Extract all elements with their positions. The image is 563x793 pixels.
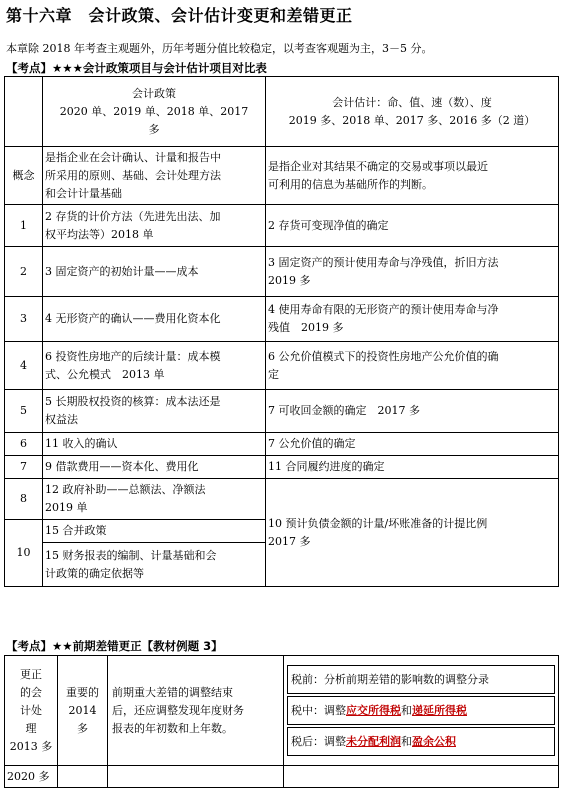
estimate-cell [266, 297, 559, 342]
description-line: 前期重大差错的调整结束 [112, 685, 233, 699]
policy-line: 和会计计量基础 [45, 186, 122, 200]
row-number-cell: 4 [5, 342, 43, 390]
conjunction: 和 [401, 703, 412, 717]
income-tax-payable-term: 应交所得税 [346, 703, 401, 717]
section-heading-error-correction: 【考点】★★前期差错更正【教材例题 3】 [6, 639, 223, 653]
header-policy-years: 2020 单、2019 单、2018 单、2017 [59, 104, 249, 118]
after-tax-prefix: 税后：调整 [291, 734, 346, 748]
error-correction-table [4, 655, 559, 788]
bottom-year-cell: 2020 多 [5, 766, 58, 788]
policy-cell [43, 456, 266, 479]
row-number-cell: 1 [5, 205, 43, 247]
table-header-row [5, 77, 559, 147]
policy-cell [43, 520, 266, 543]
before-tax-text: 税前：分析前期差错的影响数的调整分录 [291, 672, 489, 686]
row-number-cell: 6 [5, 433, 43, 456]
estimate-cell [266, 147, 559, 205]
policy-cell [43, 479, 266, 520]
comparison-table [4, 76, 559, 587]
row-number-cell: 8 [5, 479, 43, 520]
policy-line: 权平均法等）2018 单 [45, 227, 154, 241]
estimate-line: 2 存货可变现净值的确定 [268, 218, 389, 232]
estimate-cell [266, 390, 559, 433]
policy-cell [43, 390, 266, 433]
row-number-cell: 2 [5, 247, 43, 297]
deferred-income-tax-term: 递延所得税 [412, 703, 467, 717]
row-number-cell: 10 [5, 520, 43, 587]
undistributed-profit-term: 未分配利润 [346, 734, 401, 748]
policy-cell [43, 543, 266, 587]
header-estimate-label: 会计估计：命、值、速（数）、度 [332, 95, 492, 109]
estimate-line: 定 [268, 367, 279, 381]
left-line: 理 [25, 721, 37, 735]
policy-line: 11 收入的确认 [45, 437, 118, 450]
policy-line: 4 无形资产的确认——费用化资本化 [45, 312, 221, 325]
header-policy [43, 77, 266, 147]
estimate-line: 11 合同履约进度的确定 [268, 460, 385, 473]
estimate-line: 7 可收回金额的确定 2017 多 [268, 404, 420, 417]
table-row [5, 390, 559, 433]
left-line: 更正 [20, 667, 42, 681]
importance-line: 重要的 [66, 685, 99, 699]
description-line: 后，还应调整发现年度财务 [112, 703, 244, 717]
estimate-line: 3 固定资产的预计使用寿命与净残值，折旧方法 [268, 255, 499, 269]
estimate-line: 2019 多 [268, 273, 311, 287]
estimate-cell [266, 205, 559, 247]
policy-line: 是指企业在会计确认、计量和报告中 [45, 150, 221, 164]
chapter-title: 第十六章 会计政策、会计估计变更和差错更正 [6, 6, 353, 25]
header-estimate-years: 2019 多、2018 单、2017 多、2016 多（2 道） [288, 113, 536, 127]
bottom-row [5, 766, 559, 788]
policy-cell [43, 342, 266, 390]
estimate-cell [266, 456, 559, 479]
table-row [5, 297, 559, 342]
policy-cell [43, 297, 266, 342]
policy-line: 计政策的确定依据等 [45, 566, 144, 580]
policy-line: 所采用的原则、基础、会计处理方法 [45, 168, 221, 182]
row-number-cell: 3 [5, 297, 43, 342]
policy-line: 2 存货的计价方法（先进先出法、加 [45, 209, 221, 223]
policy-line: 6 投资性房地产的后续计量：成本模 [45, 349, 221, 363]
importance-line: 2014 [68, 703, 97, 717]
table-row [5, 342, 559, 390]
section-heading-comparison: 【考点】★★★会计政策项目与会计估计项目对比表 [6, 61, 267, 75]
policy-line: 5 长期股权投资的核算：成本法还是 [45, 395, 221, 408]
table-row [5, 433, 559, 456]
in-tax-box [287, 696, 555, 725]
estimate-cell [266, 342, 559, 390]
table-row [5, 479, 559, 520]
policy-cell [43, 247, 266, 297]
policy-line: 式、公允模式 2013 单 [45, 367, 165, 381]
header-estimate [266, 77, 559, 147]
estimate-line: 残值 2019 多 [268, 321, 344, 334]
policy-line: 权益法 [45, 413, 78, 426]
importance-line: 多 [77, 721, 88, 735]
conjunction: 和 [401, 734, 412, 748]
policy-cell [43, 147, 266, 205]
left-line: 计处 [20, 703, 42, 717]
header-policy-years-cont: 多 [148, 122, 160, 136]
header-blank-cell [5, 77, 43, 147]
surplus-reserve-term: 盈余公积 [412, 734, 456, 748]
importance-cell [58, 656, 108, 766]
policy-cell [43, 205, 266, 247]
estimate-cell [266, 479, 559, 587]
policy-cell [43, 433, 266, 456]
estimate-cell [266, 433, 559, 456]
policy-line: 2019 单 [45, 501, 88, 514]
chapter-intro: 本章除 2018 年考查主观题外，历年考题分值比较稳定，以考查客观题为主，3－5 分。 [6, 42, 433, 55]
tax-steps-cell [284, 656, 559, 766]
estimate-line: 可利用的信息为基础所作的判断。 [268, 177, 433, 191]
description-line: 报表的年初数和上年数。 [112, 721, 233, 735]
table-row [5, 456, 559, 479]
estimate-line: 是指企业对其结果不确定的交易或事项以最近 [268, 159, 488, 173]
estimate-line: 10 预计负债金额的计量/坏账准备的计提比例 [268, 516, 488, 530]
before-tax-box [287, 665, 555, 694]
policy-line: 15 合并政策 [45, 524, 107, 537]
row-number-cell: 概念 [5, 147, 43, 205]
table-row [5, 147, 559, 205]
policy-line: 15 财务报表的编制、计量基础和会 [45, 548, 217, 562]
left-line-year: 2013 多 [9, 739, 53, 753]
row-number-cell: 5 [5, 390, 43, 433]
bottom-blank-cell [284, 766, 559, 788]
estimate-line: 2017 多 [268, 534, 311, 548]
left-line: 的会 [20, 685, 42, 699]
estimate-line: 4 使用寿命有限的无形资产的预计使用寿命与净 [268, 303, 499, 316]
table-row [5, 247, 559, 297]
bottom-blank-cell [58, 766, 108, 788]
after-tax-box [287, 727, 555, 756]
estimate-line: 7 公允价值的确定 [268, 437, 356, 450]
in-tax-prefix: 税中：调整 [291, 703, 346, 717]
policy-line: 3 固定资产的初始计量——成本 [45, 264, 199, 278]
estimate-line: 6 公允价值模式下的投资性房地产公允价值的确 [268, 349, 499, 363]
description-cell [108, 656, 284, 766]
row-number-cell: 7 [5, 456, 43, 479]
estimate-cell [266, 247, 559, 297]
header-policy-label: 会计政策 [132, 86, 176, 100]
policy-line: 9 借款费用——资本化、费用化 [45, 460, 199, 473]
correction-row [5, 656, 559, 766]
correction-left-cell [5, 656, 58, 766]
bottom-blank-cell [108, 766, 284, 788]
table-row [5, 205, 559, 247]
policy-line: 12 政府补助——总额法、净额法 [45, 483, 206, 496]
